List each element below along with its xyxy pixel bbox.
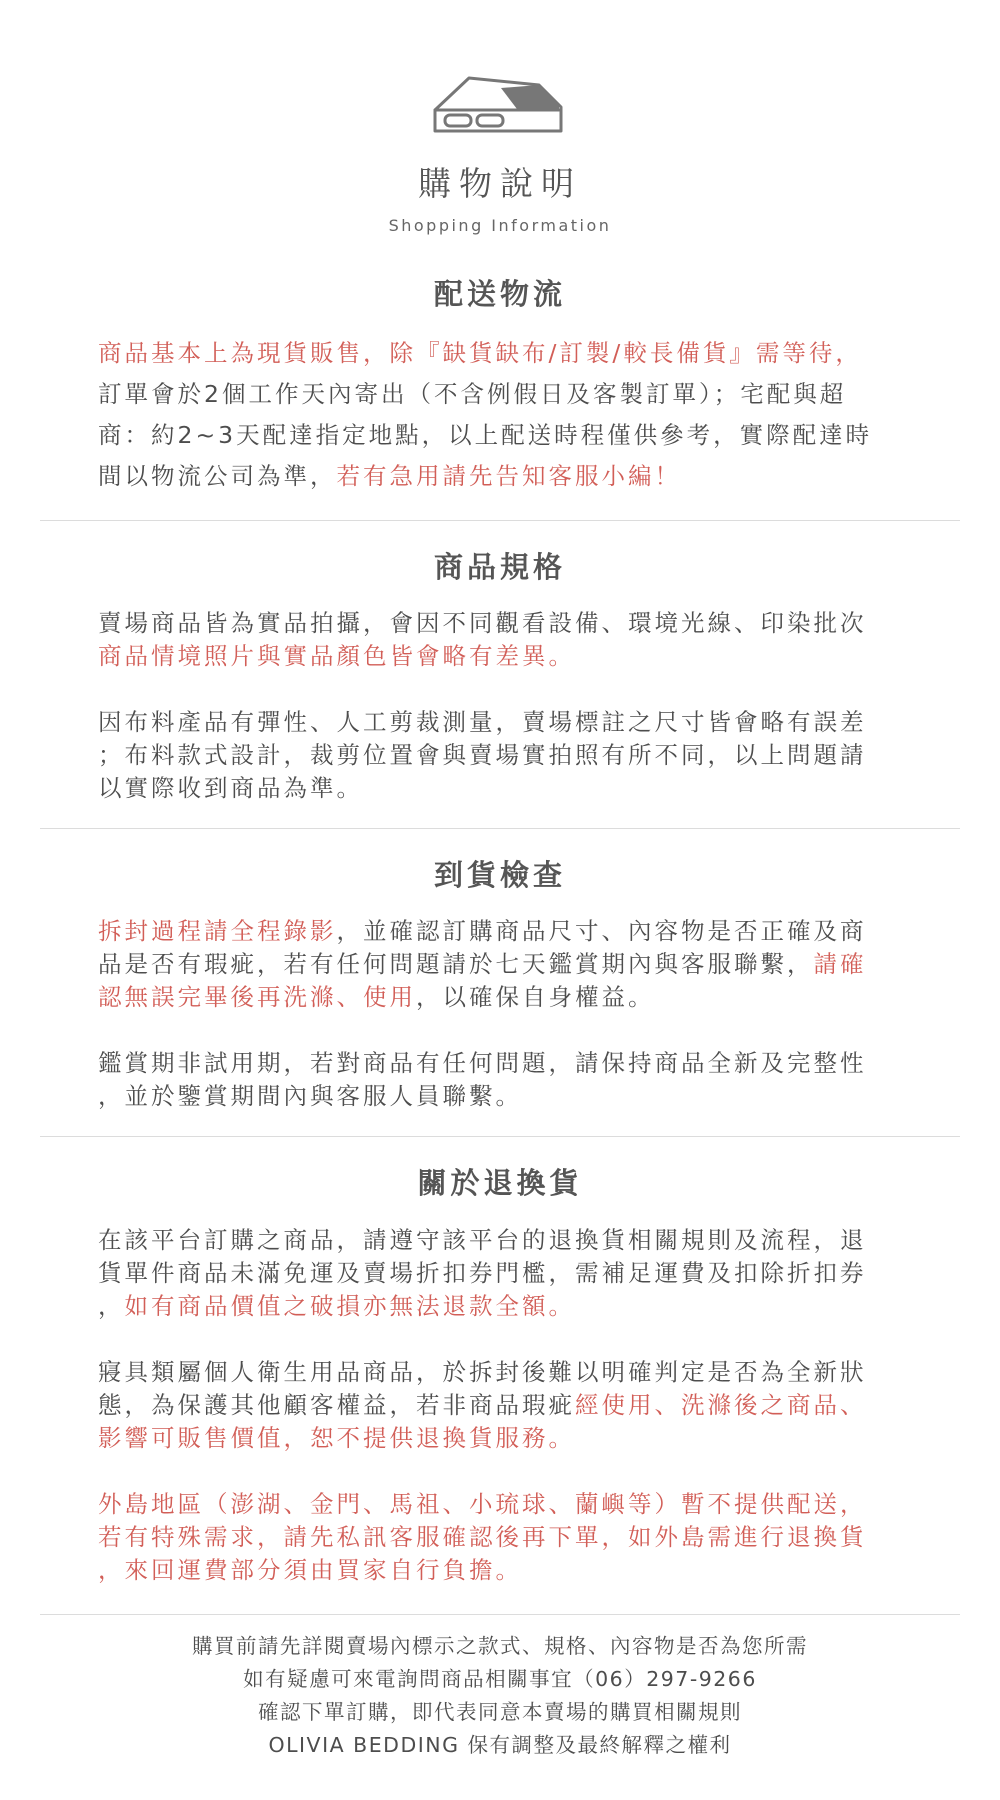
body-text: 態，為保護其他顧客權益，若非商品瑕疵 <box>98 1391 575 1419</box>
footer-line-brand: OLIVIA BEDDING 保有調整及最終解釋之權利 <box>268 1733 732 1757</box>
text-line <box>98 1356 898 1389</box>
body-text: 賣場商品皆為實品拍攝，會因不同觀看設備、環境光線、印染批次 <box>98 609 867 637</box>
text-line <box>98 1389 898 1422</box>
highlight-text: 商品情境照片與實品顏色皆會略有差異。 <box>98 642 575 670</box>
returns-paragraph-1 <box>98 1224 898 1323</box>
highlight-text: 若有急用請先告知客服小編！ <box>336 462 681 490</box>
returns-paragraph-2 <box>98 1356 898 1455</box>
text-line <box>98 607 898 640</box>
highlight-text: 請確 <box>813 950 867 978</box>
body-text: 寢具類屬個人衛生用品商品，於拆封後難以明確判定是否為全新狀 <box>98 1358 867 1386</box>
specs-paragraph-1 <box>98 607 898 673</box>
footer-line: 購買前請先詳閱賣場內標示之款式、規格、內容物是否為您所需 <box>192 1634 808 1658</box>
highlight-text: 認無誤完畢後再洗滌、使用 <box>98 983 416 1011</box>
body-text: 訂單會於2個工作天內寄出（不含例假日及客製訂單）；宅配與超 <box>98 380 847 408</box>
body-text: 商：約2~3天配達指定地點，以上配送時程僅供參考，實際配達時 <box>98 421 873 449</box>
text-line <box>98 1554 898 1587</box>
text-line <box>98 915 898 948</box>
section-title-arrival-check: 到貨檢查 <box>433 858 566 892</box>
highlight-text: ，來回運費部分須由買家自行負擔。 <box>98 1556 522 1584</box>
text-line <box>98 772 898 805</box>
highlight-text: 商品基本上為現貨販售，除『缺貨缺布/訂製/較長備貨』需等待， <box>98 339 862 367</box>
text-line <box>98 415 898 456</box>
text-line <box>98 374 898 415</box>
body-text: 以實際收到商品為準。 <box>98 774 363 802</box>
section-title-shipping: 配送物流 <box>433 277 566 311</box>
text-line <box>98 706 898 739</box>
footer-line-phone: 如有疑慮可來電詢問商品相關事宜（06）297-9266 <box>243 1667 757 1691</box>
text-line <box>98 640 898 673</box>
body-text: 因布料產品有彈性、人工剪裁測量，賣場標註之尺寸皆會略有誤差 <box>98 708 867 736</box>
body-text: 貨單件商品未滿免運及賣場折扣券門檻，需補足運費及扣除折扣券 <box>98 1259 867 1287</box>
text-line <box>98 1080 898 1113</box>
body-text: ， <box>98 1292 125 1320</box>
section-divider <box>40 828 960 829</box>
body-text: 間以物流公司為準， <box>98 462 337 490</box>
house-bed-icon <box>431 74 565 134</box>
body-text: 鑑賞期非試用期，若對商品有任何問題，請保持商品全新及完整性 <box>98 1049 867 1077</box>
highlight-text: 外島地區（澎湖、金門、馬祖、小琉球、蘭嶼等）暫不提供配送， <box>98 1490 867 1518</box>
highlight-text: 若有特殊需求，請先私訊客服確認後再下單，如外島需進行退換貨 <box>98 1523 867 1551</box>
page-subtitle: Shopping Information <box>388 216 612 235</box>
text-line <box>98 1290 898 1323</box>
footer-notice <box>0 1630 1000 1762</box>
text-line <box>98 333 898 374</box>
text-line <box>98 456 898 497</box>
text-line <box>98 981 898 1014</box>
specs-paragraph-2 <box>98 706 898 805</box>
section-divider <box>40 520 960 521</box>
section-divider <box>40 1614 960 1615</box>
section-title-specs: 商品規格 <box>433 550 566 584</box>
body-text: ，並於鑒賞期間內與客服人員聯繫。 <box>98 1082 522 1110</box>
body-text: 品是否有瑕疵，若有任何問題請於七天鑑賞期內與客服聯繫， <box>98 950 814 978</box>
section-divider <box>40 1136 960 1137</box>
text-line <box>98 1422 898 1455</box>
body-text: ，並確認訂購商品尺寸、內容物是否正確及商 <box>336 917 867 945</box>
text-line <box>98 1521 898 1554</box>
body-text: ，以確保自身權益。 <box>416 983 655 1011</box>
highlight-text: 影響可販售價值，恕不提供退換貨服務。 <box>98 1424 575 1452</box>
arrival-paragraph-1 <box>98 915 898 1014</box>
text-line <box>98 948 898 981</box>
text-line <box>98 1488 898 1521</box>
highlight-text: 經使用、洗滌後之商品、 <box>575 1391 867 1419</box>
page-title: 購物說明 <box>418 164 582 203</box>
shipping-paragraph <box>98 333 898 497</box>
returns-paragraph-3 <box>98 1488 898 1587</box>
section-title-returns: 關於退換貨 <box>417 1166 583 1200</box>
body-text: 在該平台訂購之商品，請遵守該平台的退換貨相關規則及流程，退 <box>98 1226 867 1254</box>
body-text: ；布料款式設計，裁剪位置會與賣場實拍照有所不同，以上問題請 <box>98 741 867 769</box>
footer-line: 確認下單訂購，即代表同意本賣場的購買相關規則 <box>258 1700 742 1724</box>
arrival-paragraph-2 <box>98 1047 898 1113</box>
text-line <box>98 739 898 772</box>
text-line <box>98 1047 898 1080</box>
text-line <box>98 1224 898 1257</box>
highlight-text: 拆封過程請全程錄影 <box>98 917 337 945</box>
highlight-text: 如有商品價值之破損亦無法退款全額。 <box>124 1292 575 1320</box>
text-line <box>98 1257 898 1290</box>
